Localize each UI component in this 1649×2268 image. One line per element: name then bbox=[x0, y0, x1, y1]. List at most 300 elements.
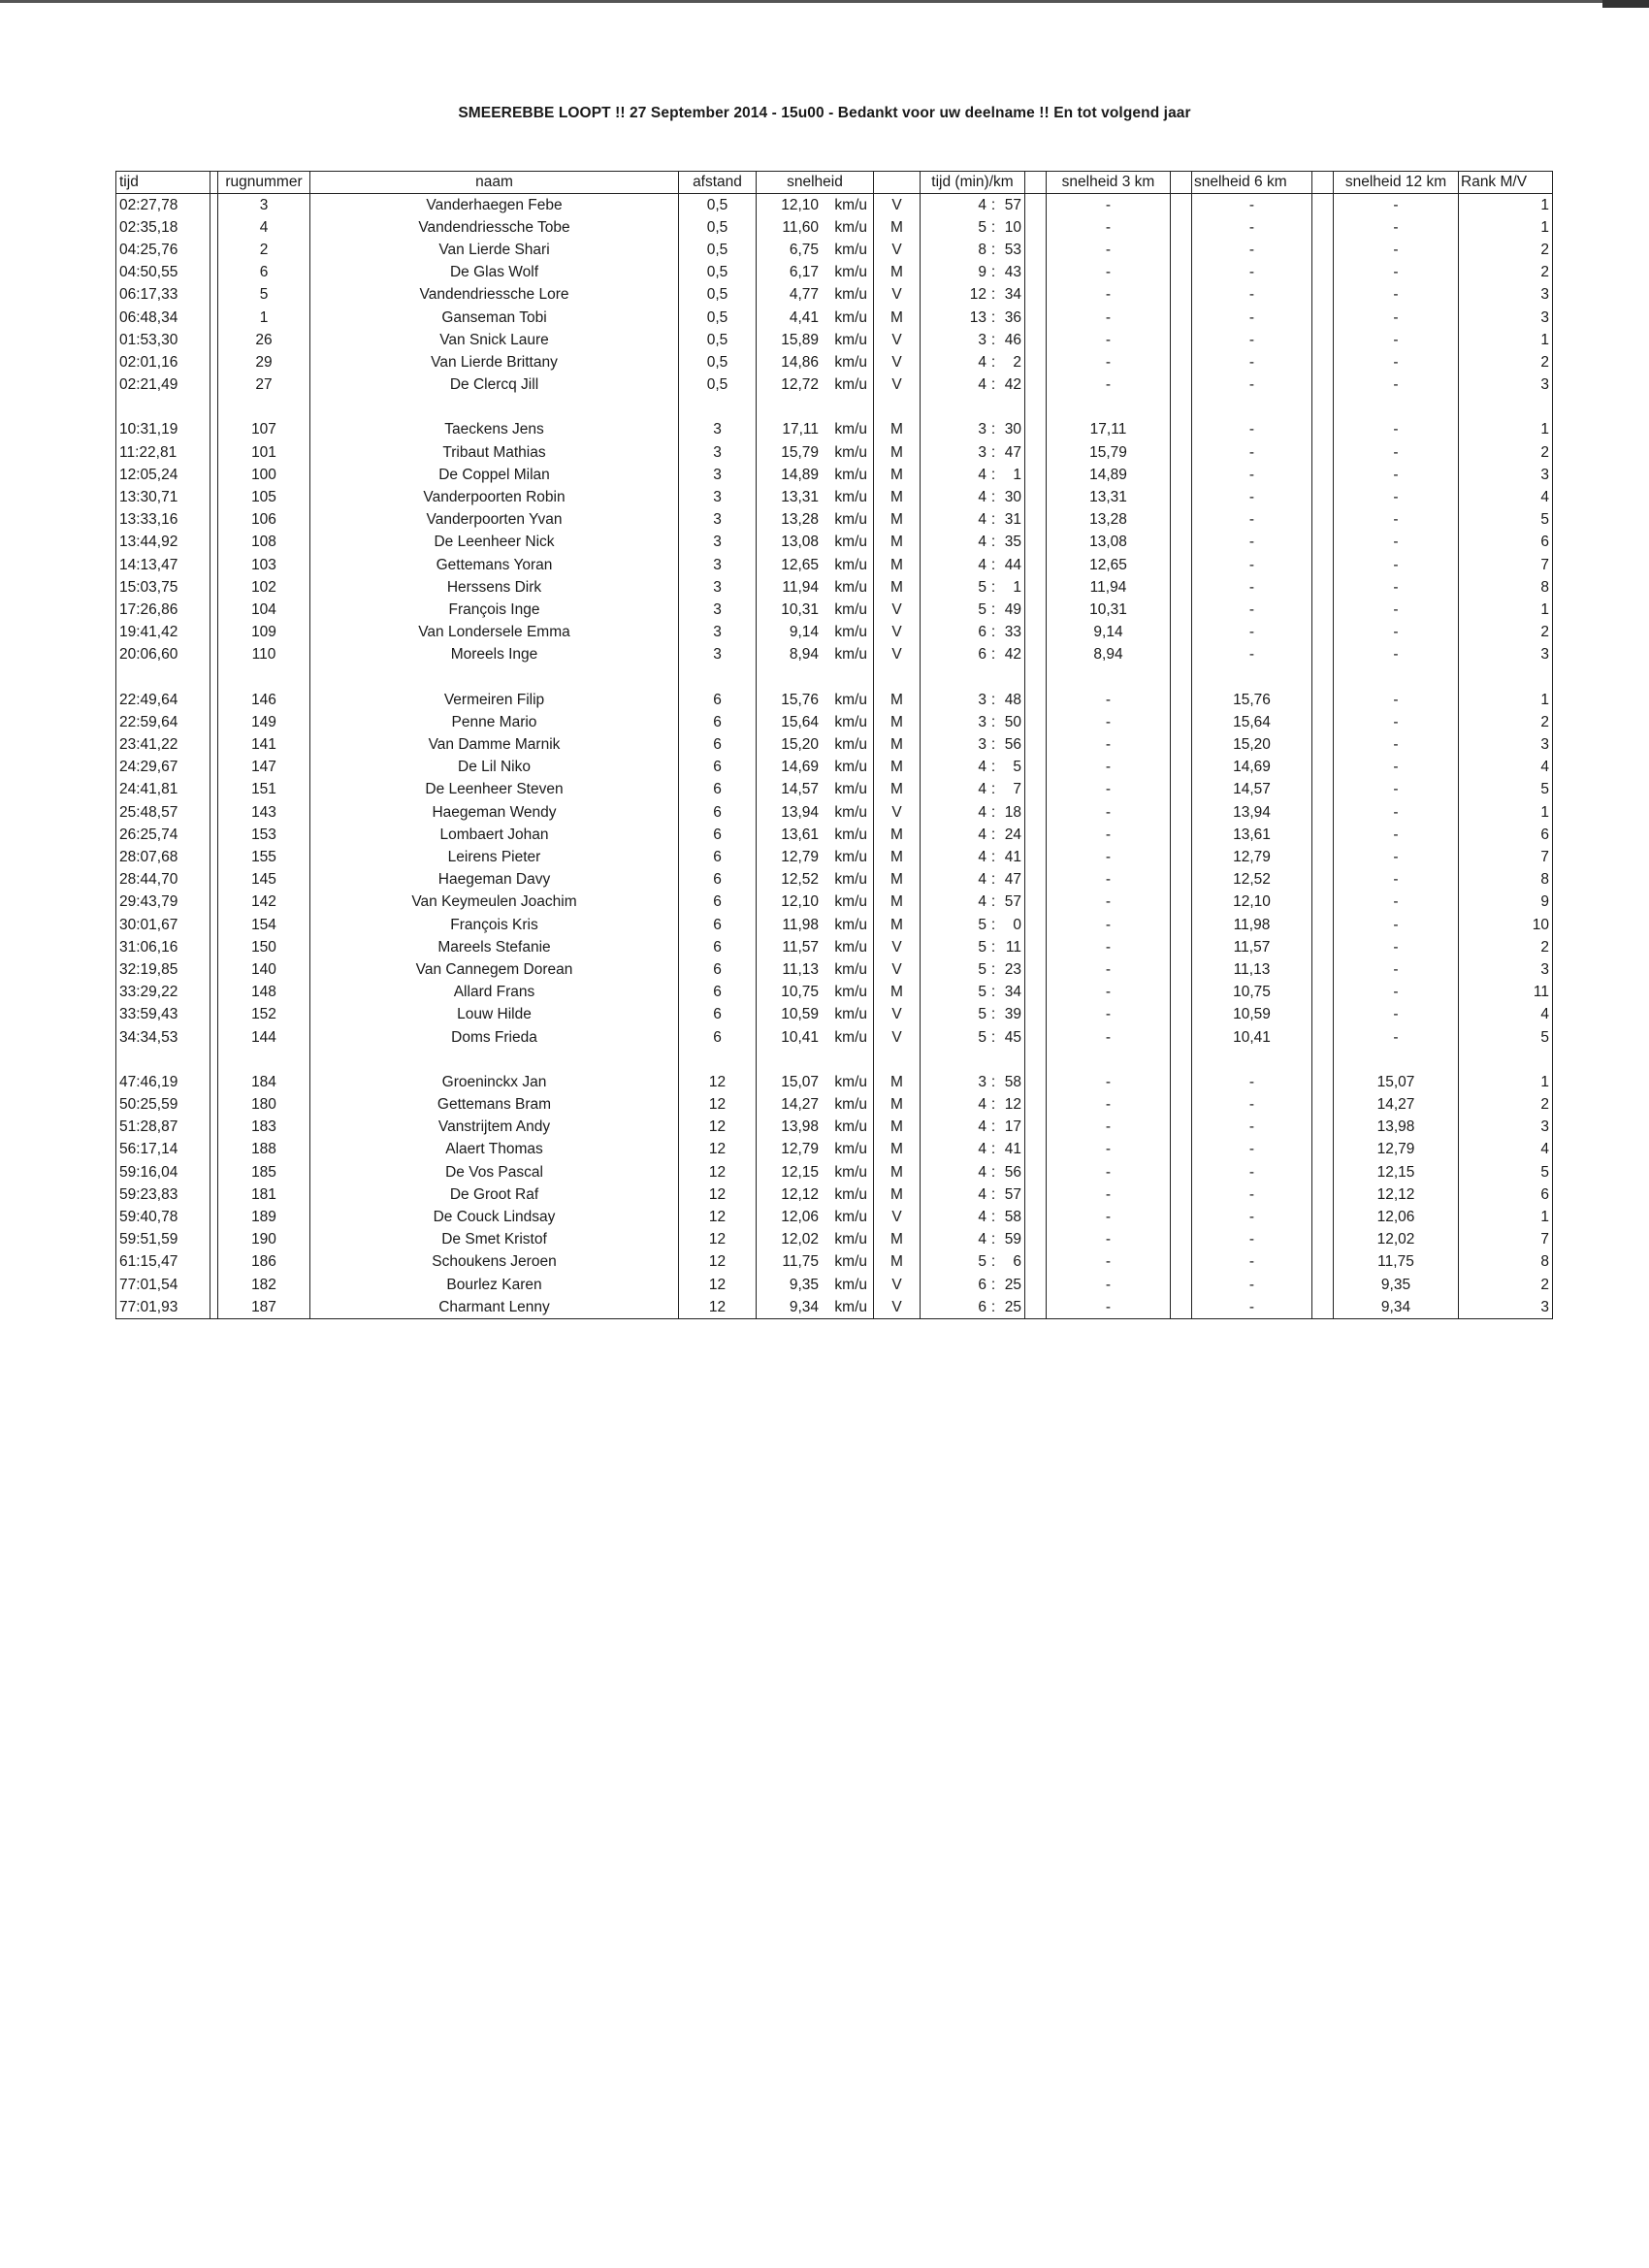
cell-gender: M bbox=[874, 1183, 921, 1206]
cell-afstand: 0,5 bbox=[679, 351, 757, 373]
cell-rank: 1 bbox=[1459, 194, 1553, 217]
cell-gap bbox=[210, 982, 218, 1004]
snelheid-value: 12,06 bbox=[781, 1209, 819, 1226]
cell-snelheid-6km: - bbox=[1192, 486, 1312, 508]
cell-snelheid bbox=[757, 1206, 874, 1228]
cell-rugnummer: 26 bbox=[218, 329, 310, 351]
spacer-cell bbox=[757, 666, 874, 689]
snelheid-unit: km/u bbox=[834, 960, 867, 978]
cell-rugnummer: 190 bbox=[218, 1229, 310, 1251]
cell-gap bbox=[1025, 779, 1047, 801]
cell-gap bbox=[210, 419, 218, 441]
cell-naam: Tribaut Mathias bbox=[310, 441, 679, 464]
cell-tijd: 33:59,43 bbox=[116, 1004, 210, 1026]
snelheid-value: 10,59 bbox=[781, 1006, 819, 1023]
cell-snelheid-12km: - bbox=[1334, 262, 1459, 284]
table-row bbox=[116, 554, 1553, 576]
cell-gender: V bbox=[874, 801, 921, 824]
cell-gap bbox=[1171, 779, 1192, 801]
table-row bbox=[116, 351, 1553, 373]
pace-colon: : bbox=[990, 624, 996, 641]
pace-minutes: 5 bbox=[978, 960, 986, 978]
cell-snelheid-3km: - bbox=[1047, 1251, 1171, 1274]
cell-gap bbox=[1025, 1139, 1047, 1161]
cell-rugnummer: 180 bbox=[218, 1094, 310, 1117]
cell-gap bbox=[1312, 779, 1334, 801]
cell-rugnummer: 141 bbox=[218, 734, 310, 757]
spacer-cell bbox=[1312, 397, 1334, 419]
cell-gap bbox=[1312, 216, 1334, 239]
pace-seconds: 31 bbox=[1004, 511, 1021, 529]
cell-afstand: 3 bbox=[679, 532, 757, 554]
cell-afstand: 6 bbox=[679, 1026, 757, 1049]
spacer-cell bbox=[757, 1049, 874, 1071]
snelheid-unit: km/u bbox=[834, 1006, 867, 1023]
cell-naam: De Clercq Jill bbox=[310, 374, 679, 397]
cell-snelheid bbox=[757, 1094, 874, 1117]
cell-pace bbox=[921, 1117, 1025, 1139]
cell-naam: Vermeiren Filip bbox=[310, 689, 679, 711]
pace-seconds: 1 bbox=[1013, 578, 1021, 596]
pace-minutes: 4 bbox=[978, 489, 986, 506]
table-row bbox=[116, 216, 1553, 239]
pace-seconds: 56 bbox=[1004, 1163, 1021, 1181]
cell-rank: 3 bbox=[1459, 1296, 1553, 1319]
cell-gap bbox=[210, 464, 218, 486]
cell-tijd: 51:28,87 bbox=[116, 1117, 210, 1139]
cell-afstand: 6 bbox=[679, 734, 757, 757]
cell-pace bbox=[921, 1251, 1025, 1274]
cell-rugnummer: 155 bbox=[218, 846, 310, 868]
cell-gap bbox=[210, 1094, 218, 1117]
pace-colon: : bbox=[990, 691, 996, 708]
pace-colon: : bbox=[990, 781, 996, 798]
cell-gap bbox=[1312, 1004, 1334, 1026]
spacer-cell bbox=[679, 1049, 757, 1071]
header-gender bbox=[874, 172, 921, 194]
pace-minutes: 6 bbox=[978, 624, 986, 641]
table-row bbox=[116, 801, 1553, 824]
spacer-cell bbox=[1459, 1049, 1553, 1071]
cell-pace bbox=[921, 1229, 1025, 1251]
pace-seconds: 42 bbox=[1004, 376, 1021, 394]
snelheid-value: 12,15 bbox=[781, 1163, 819, 1181]
cell-rugnummer: 102 bbox=[218, 576, 310, 599]
spacer-cell bbox=[1312, 1049, 1334, 1071]
snelheid-value: 8,94 bbox=[789, 646, 819, 664]
cell-gap bbox=[1312, 1139, 1334, 1161]
snelheid-value: 12,72 bbox=[781, 376, 819, 394]
spacer-cell bbox=[1025, 397, 1047, 419]
cell-gap bbox=[1025, 486, 1047, 508]
cell-gender: M bbox=[874, 779, 921, 801]
table-row bbox=[116, 958, 1553, 981]
pace-colon: : bbox=[990, 1253, 996, 1271]
pace-seconds: 17 bbox=[1004, 1118, 1021, 1136]
snelheid-unit: km/u bbox=[834, 196, 867, 213]
table-row bbox=[116, 1183, 1553, 1206]
cell-gap bbox=[1025, 1004, 1047, 1026]
cell-naam: De Lil Niko bbox=[310, 757, 679, 779]
cell-snelheid bbox=[757, 1251, 874, 1274]
cell-gap bbox=[1171, 1251, 1192, 1274]
cell-afstand: 6 bbox=[679, 824, 757, 846]
cell-snelheid-6km: 11,98 bbox=[1192, 914, 1312, 936]
cell-rugnummer: 153 bbox=[218, 824, 310, 846]
snelheid-unit: km/u bbox=[834, 893, 867, 911]
cell-gap bbox=[210, 1229, 218, 1251]
snelheid-value: 12,10 bbox=[781, 196, 819, 213]
table-row bbox=[116, 1274, 1553, 1296]
cell-afstand: 0,5 bbox=[679, 216, 757, 239]
pace-colon: : bbox=[990, 353, 996, 371]
cell-gap bbox=[1025, 194, 1047, 217]
pace-minutes: 5 bbox=[978, 938, 986, 956]
pace-minutes: 4 bbox=[978, 1163, 986, 1181]
cell-rank: 3 bbox=[1459, 464, 1553, 486]
cell-afstand: 6 bbox=[679, 1004, 757, 1026]
cell-tijd: 59:51,59 bbox=[116, 1229, 210, 1251]
cell-rugnummer: 104 bbox=[218, 599, 310, 621]
table-row bbox=[116, 711, 1553, 733]
cell-tijd: 02:35,18 bbox=[116, 216, 210, 239]
cell-gap bbox=[1025, 734, 1047, 757]
cell-gender: V bbox=[874, 1004, 921, 1026]
cell-afstand: 3 bbox=[679, 644, 757, 666]
cell-gap bbox=[1312, 1117, 1334, 1139]
header-snelheid-6km: snelheid 6 km bbox=[1192, 172, 1312, 194]
pace-minutes: 4 bbox=[978, 376, 986, 394]
cell-gap bbox=[1171, 1274, 1192, 1296]
cell-gap bbox=[210, 1026, 218, 1049]
cell-snelheid-3km: 13,08 bbox=[1047, 532, 1171, 554]
cell-gap bbox=[210, 1274, 218, 1296]
snelheid-value: 15,76 bbox=[781, 691, 819, 708]
pace-seconds: 42 bbox=[1004, 646, 1021, 664]
cell-snelheid-12km: - bbox=[1334, 374, 1459, 397]
cell-snelheid-3km: - bbox=[1047, 914, 1171, 936]
spacer-cell bbox=[1047, 1049, 1171, 1071]
pace-colon: : bbox=[990, 264, 996, 281]
snelheid-unit: km/u bbox=[834, 736, 867, 754]
cell-snelheid-3km: - bbox=[1047, 869, 1171, 891]
pace-minutes: 4 bbox=[978, 1141, 986, 1158]
cell-gap bbox=[1312, 1206, 1334, 1228]
cell-tijd: 22:49,64 bbox=[116, 689, 210, 711]
cell-snelheid-6km: - bbox=[1192, 284, 1312, 307]
cell-snelheid-12km: 9,35 bbox=[1334, 1274, 1459, 1296]
cell-snelheid-3km: - bbox=[1047, 307, 1171, 329]
cell-naam: Gettemans Bram bbox=[310, 1094, 679, 1117]
cell-rugnummer: 108 bbox=[218, 532, 310, 554]
cell-naam: Van Keymeulen Joachim bbox=[310, 891, 679, 914]
cell-snelheid bbox=[757, 576, 874, 599]
cell-gap bbox=[1171, 576, 1192, 599]
cell-gender: M bbox=[874, 1161, 921, 1183]
cell-gender: M bbox=[874, 1117, 921, 1139]
pace-seconds: 57 bbox=[1004, 893, 1021, 911]
spacer-cell bbox=[1025, 1049, 1047, 1071]
cell-gap bbox=[210, 1161, 218, 1183]
cell-gap bbox=[1312, 441, 1334, 464]
cell-snelheid-6km: 12,52 bbox=[1192, 869, 1312, 891]
pace-minutes: 6 bbox=[978, 1276, 986, 1293]
snelheid-value: 13,61 bbox=[781, 826, 819, 843]
cell-snelheid-12km: - bbox=[1334, 622, 1459, 644]
cell-gap bbox=[1025, 689, 1047, 711]
cell-rank: 8 bbox=[1459, 576, 1553, 599]
cell-gender: V bbox=[874, 622, 921, 644]
cell-pace bbox=[921, 779, 1025, 801]
cell-snelheid-12km: - bbox=[1334, 936, 1459, 958]
pace-minutes: 3 bbox=[978, 443, 986, 461]
cell-gender: M bbox=[874, 509, 921, 532]
cell-naam: De Couck Lindsay bbox=[310, 1206, 679, 1228]
cell-gap bbox=[1025, 599, 1047, 621]
cell-pace bbox=[921, 1004, 1025, 1026]
spacer-cell bbox=[874, 666, 921, 689]
cell-afstand: 6 bbox=[679, 936, 757, 958]
spacer-cell bbox=[1192, 397, 1312, 419]
snelheid-unit: km/u bbox=[834, 578, 867, 596]
cell-gap bbox=[1312, 464, 1334, 486]
pace-colon: : bbox=[990, 960, 996, 978]
cell-rank: 1 bbox=[1459, 801, 1553, 824]
cell-afstand: 0,5 bbox=[679, 284, 757, 307]
cell-tijd: 26:25,74 bbox=[116, 824, 210, 846]
table-row bbox=[116, 1139, 1553, 1161]
cell-naam: Doms Frieda bbox=[310, 1026, 679, 1049]
snelheid-unit: km/u bbox=[834, 466, 867, 483]
cell-gap bbox=[1025, 262, 1047, 284]
cell-snelheid-3km: - bbox=[1047, 982, 1171, 1004]
cell-snelheid bbox=[757, 351, 874, 373]
snelheid-value: 13,94 bbox=[781, 803, 819, 821]
cell-snelheid bbox=[757, 1274, 874, 1296]
cell-snelheid bbox=[757, 801, 874, 824]
cell-naam: De Vos Pascal bbox=[310, 1161, 679, 1183]
header-gap bbox=[1312, 172, 1334, 194]
spacer-cell bbox=[1334, 1049, 1459, 1071]
cell-gap bbox=[1312, 757, 1334, 779]
snelheid-value: 12,52 bbox=[781, 871, 819, 889]
cell-snelheid-12km: - bbox=[1334, 194, 1459, 217]
group-spacer-row bbox=[116, 397, 1553, 419]
cell-naam: Haegeman Wendy bbox=[310, 801, 679, 824]
cell-rugnummer: 189 bbox=[218, 1206, 310, 1228]
scan-edge-top bbox=[0, 0, 1649, 3]
cell-tijd: 19:41,42 bbox=[116, 622, 210, 644]
cell-pace bbox=[921, 464, 1025, 486]
cell-snelheid bbox=[757, 1183, 874, 1206]
cell-tijd: 31:06,16 bbox=[116, 936, 210, 958]
snelheid-unit: km/u bbox=[834, 1073, 867, 1090]
cell-naam: Vanderhaegen Febe bbox=[310, 194, 679, 217]
cell-snelheid-12km: - bbox=[1334, 891, 1459, 914]
cell-snelheid-3km: - bbox=[1047, 1004, 1171, 1026]
cell-gap bbox=[1025, 509, 1047, 532]
cell-gap bbox=[210, 509, 218, 532]
pace-minutes: 4 bbox=[978, 803, 986, 821]
cell-tijd: 02:27,78 bbox=[116, 194, 210, 217]
cell-gap bbox=[1025, 801, 1047, 824]
cell-gap bbox=[1171, 1296, 1192, 1319]
cell-snelheid-12km: 11,75 bbox=[1334, 1251, 1459, 1274]
spacer-cell bbox=[757, 397, 874, 419]
cell-gap bbox=[1312, 734, 1334, 757]
cell-pace bbox=[921, 486, 1025, 508]
cell-gap bbox=[1171, 869, 1192, 891]
table-row bbox=[116, 194, 1553, 217]
cell-snelheid bbox=[757, 1117, 874, 1139]
cell-gap bbox=[210, 644, 218, 666]
pace-minutes: 8 bbox=[978, 241, 986, 258]
cell-snelheid-3km: - bbox=[1047, 757, 1171, 779]
cell-rank: 3 bbox=[1459, 644, 1553, 666]
cell-rugnummer: 103 bbox=[218, 554, 310, 576]
cell-gap bbox=[1171, 486, 1192, 508]
cell-pace bbox=[921, 329, 1025, 351]
cell-gender: V bbox=[874, 239, 921, 261]
spacer-cell bbox=[210, 397, 218, 419]
cell-gap bbox=[1171, 351, 1192, 373]
cell-gender: V bbox=[874, 1296, 921, 1319]
cell-gap bbox=[1171, 757, 1192, 779]
cell-gap bbox=[1171, 801, 1192, 824]
snelheid-unit: km/u bbox=[834, 1096, 867, 1114]
cell-rank: 6 bbox=[1459, 1183, 1553, 1206]
cell-afstand: 0,5 bbox=[679, 262, 757, 284]
cell-snelheid-6km: 10,41 bbox=[1192, 1026, 1312, 1049]
cell-rugnummer: 152 bbox=[218, 1004, 310, 1026]
cell-rank: 1 bbox=[1459, 1206, 1553, 1228]
cell-rank: 2 bbox=[1459, 262, 1553, 284]
cell-snelheid-12km: - bbox=[1334, 329, 1459, 351]
cell-snelheid-6km: - bbox=[1192, 441, 1312, 464]
cell-snelheid-6km: - bbox=[1192, 464, 1312, 486]
cell-rank: 5 bbox=[1459, 509, 1553, 532]
cell-gender: V bbox=[874, 644, 921, 666]
pace-seconds: 0 bbox=[1013, 916, 1021, 933]
cell-gender: M bbox=[874, 441, 921, 464]
cell-gap bbox=[1312, 532, 1334, 554]
cell-gap bbox=[1025, 374, 1047, 397]
cell-snelheid bbox=[757, 599, 874, 621]
cell-gender: M bbox=[874, 1229, 921, 1251]
snelheid-unit: km/u bbox=[834, 691, 867, 708]
cell-gender: M bbox=[874, 711, 921, 733]
cell-naam: De Groot Raf bbox=[310, 1183, 679, 1206]
cell-pace bbox=[921, 351, 1025, 373]
cell-snelheid-6km: - bbox=[1192, 1274, 1312, 1296]
cell-gender: M bbox=[874, 982, 921, 1004]
cell-gap bbox=[1171, 1139, 1192, 1161]
header-gap bbox=[1171, 172, 1192, 194]
cell-gap bbox=[210, 1117, 218, 1139]
cell-pace bbox=[921, 509, 1025, 532]
cell-tijd: 22:59,64 bbox=[116, 711, 210, 733]
cell-snelheid-3km: - bbox=[1047, 374, 1171, 397]
cell-snelheid-12km: - bbox=[1334, 464, 1459, 486]
cell-rugnummer: 142 bbox=[218, 891, 310, 914]
snelheid-value: 12,02 bbox=[781, 1231, 819, 1248]
cell-rank: 2 bbox=[1459, 936, 1553, 958]
cell-rugnummer: 100 bbox=[218, 464, 310, 486]
cell-gap bbox=[1312, 846, 1334, 868]
header-snelheid-12km: snelheid 12 km bbox=[1334, 172, 1459, 194]
table-row bbox=[116, 599, 1553, 621]
snelheid-unit: km/u bbox=[834, 759, 867, 776]
scan-edge-right bbox=[1602, 0, 1649, 8]
cell-naam: Vandendriessche Tobe bbox=[310, 216, 679, 239]
pace-seconds: 2 bbox=[1013, 353, 1021, 371]
cell-snelheid-12km: - bbox=[1334, 239, 1459, 261]
spacer-cell bbox=[1334, 666, 1459, 689]
cell-gap bbox=[1171, 958, 1192, 981]
cell-snelheid bbox=[757, 262, 874, 284]
snelheid-value: 12,10 bbox=[781, 893, 819, 911]
pace-colon: : bbox=[990, 984, 996, 1001]
cell-naam: Vandendriessche Lore bbox=[310, 284, 679, 307]
snelheid-value: 6,17 bbox=[789, 264, 819, 281]
cell-gap bbox=[1171, 329, 1192, 351]
cell-pace bbox=[921, 1161, 1025, 1183]
cell-gap bbox=[210, 958, 218, 981]
snelheid-value: 14,27 bbox=[781, 1096, 819, 1114]
cell-afstand: 6 bbox=[679, 958, 757, 981]
cell-snelheid-12km: 13,98 bbox=[1334, 1117, 1459, 1139]
cell-rugnummer: 140 bbox=[218, 958, 310, 981]
pace-minutes: 4 bbox=[978, 534, 986, 551]
cell-gap bbox=[1171, 914, 1192, 936]
group-spacer-row bbox=[116, 1049, 1553, 1071]
cell-gap bbox=[1025, 982, 1047, 1004]
cell-naam: Moreels Inge bbox=[310, 644, 679, 666]
table-row bbox=[116, 419, 1553, 441]
cell-snelheid-3km: - bbox=[1047, 1206, 1171, 1228]
cell-gender: M bbox=[874, 419, 921, 441]
cell-pace bbox=[921, 194, 1025, 217]
cell-pace bbox=[921, 419, 1025, 441]
cell-gender: M bbox=[874, 891, 921, 914]
cell-gap bbox=[1312, 284, 1334, 307]
spacer-cell bbox=[1171, 1049, 1192, 1071]
cell-tijd: 14:13,47 bbox=[116, 554, 210, 576]
cell-rugnummer: 27 bbox=[218, 374, 310, 397]
cell-snelheid bbox=[757, 1296, 874, 1319]
pace-colon: : bbox=[990, 803, 996, 821]
cell-gap bbox=[210, 689, 218, 711]
cell-gap bbox=[1171, 1071, 1192, 1093]
cell-snelheid-12km: - bbox=[1334, 576, 1459, 599]
cell-snelheid bbox=[757, 869, 874, 891]
cell-gap bbox=[1025, 532, 1047, 554]
cell-rugnummer: 148 bbox=[218, 982, 310, 1004]
cell-gap bbox=[1171, 734, 1192, 757]
cell-gap bbox=[1171, 1117, 1192, 1139]
spacer-cell bbox=[310, 397, 679, 419]
cell-snelheid-12km: - bbox=[1334, 982, 1459, 1004]
cell-gap bbox=[210, 262, 218, 284]
cell-gender: M bbox=[874, 262, 921, 284]
pace-colon: : bbox=[990, 1073, 996, 1090]
pace-seconds: 48 bbox=[1004, 691, 1021, 708]
pace-minutes: 4 bbox=[978, 1118, 986, 1136]
snelheid-value: 14,86 bbox=[781, 353, 819, 371]
cell-rank: 1 bbox=[1459, 599, 1553, 621]
cell-gap bbox=[210, 216, 218, 239]
pace-seconds: 44 bbox=[1004, 556, 1021, 573]
